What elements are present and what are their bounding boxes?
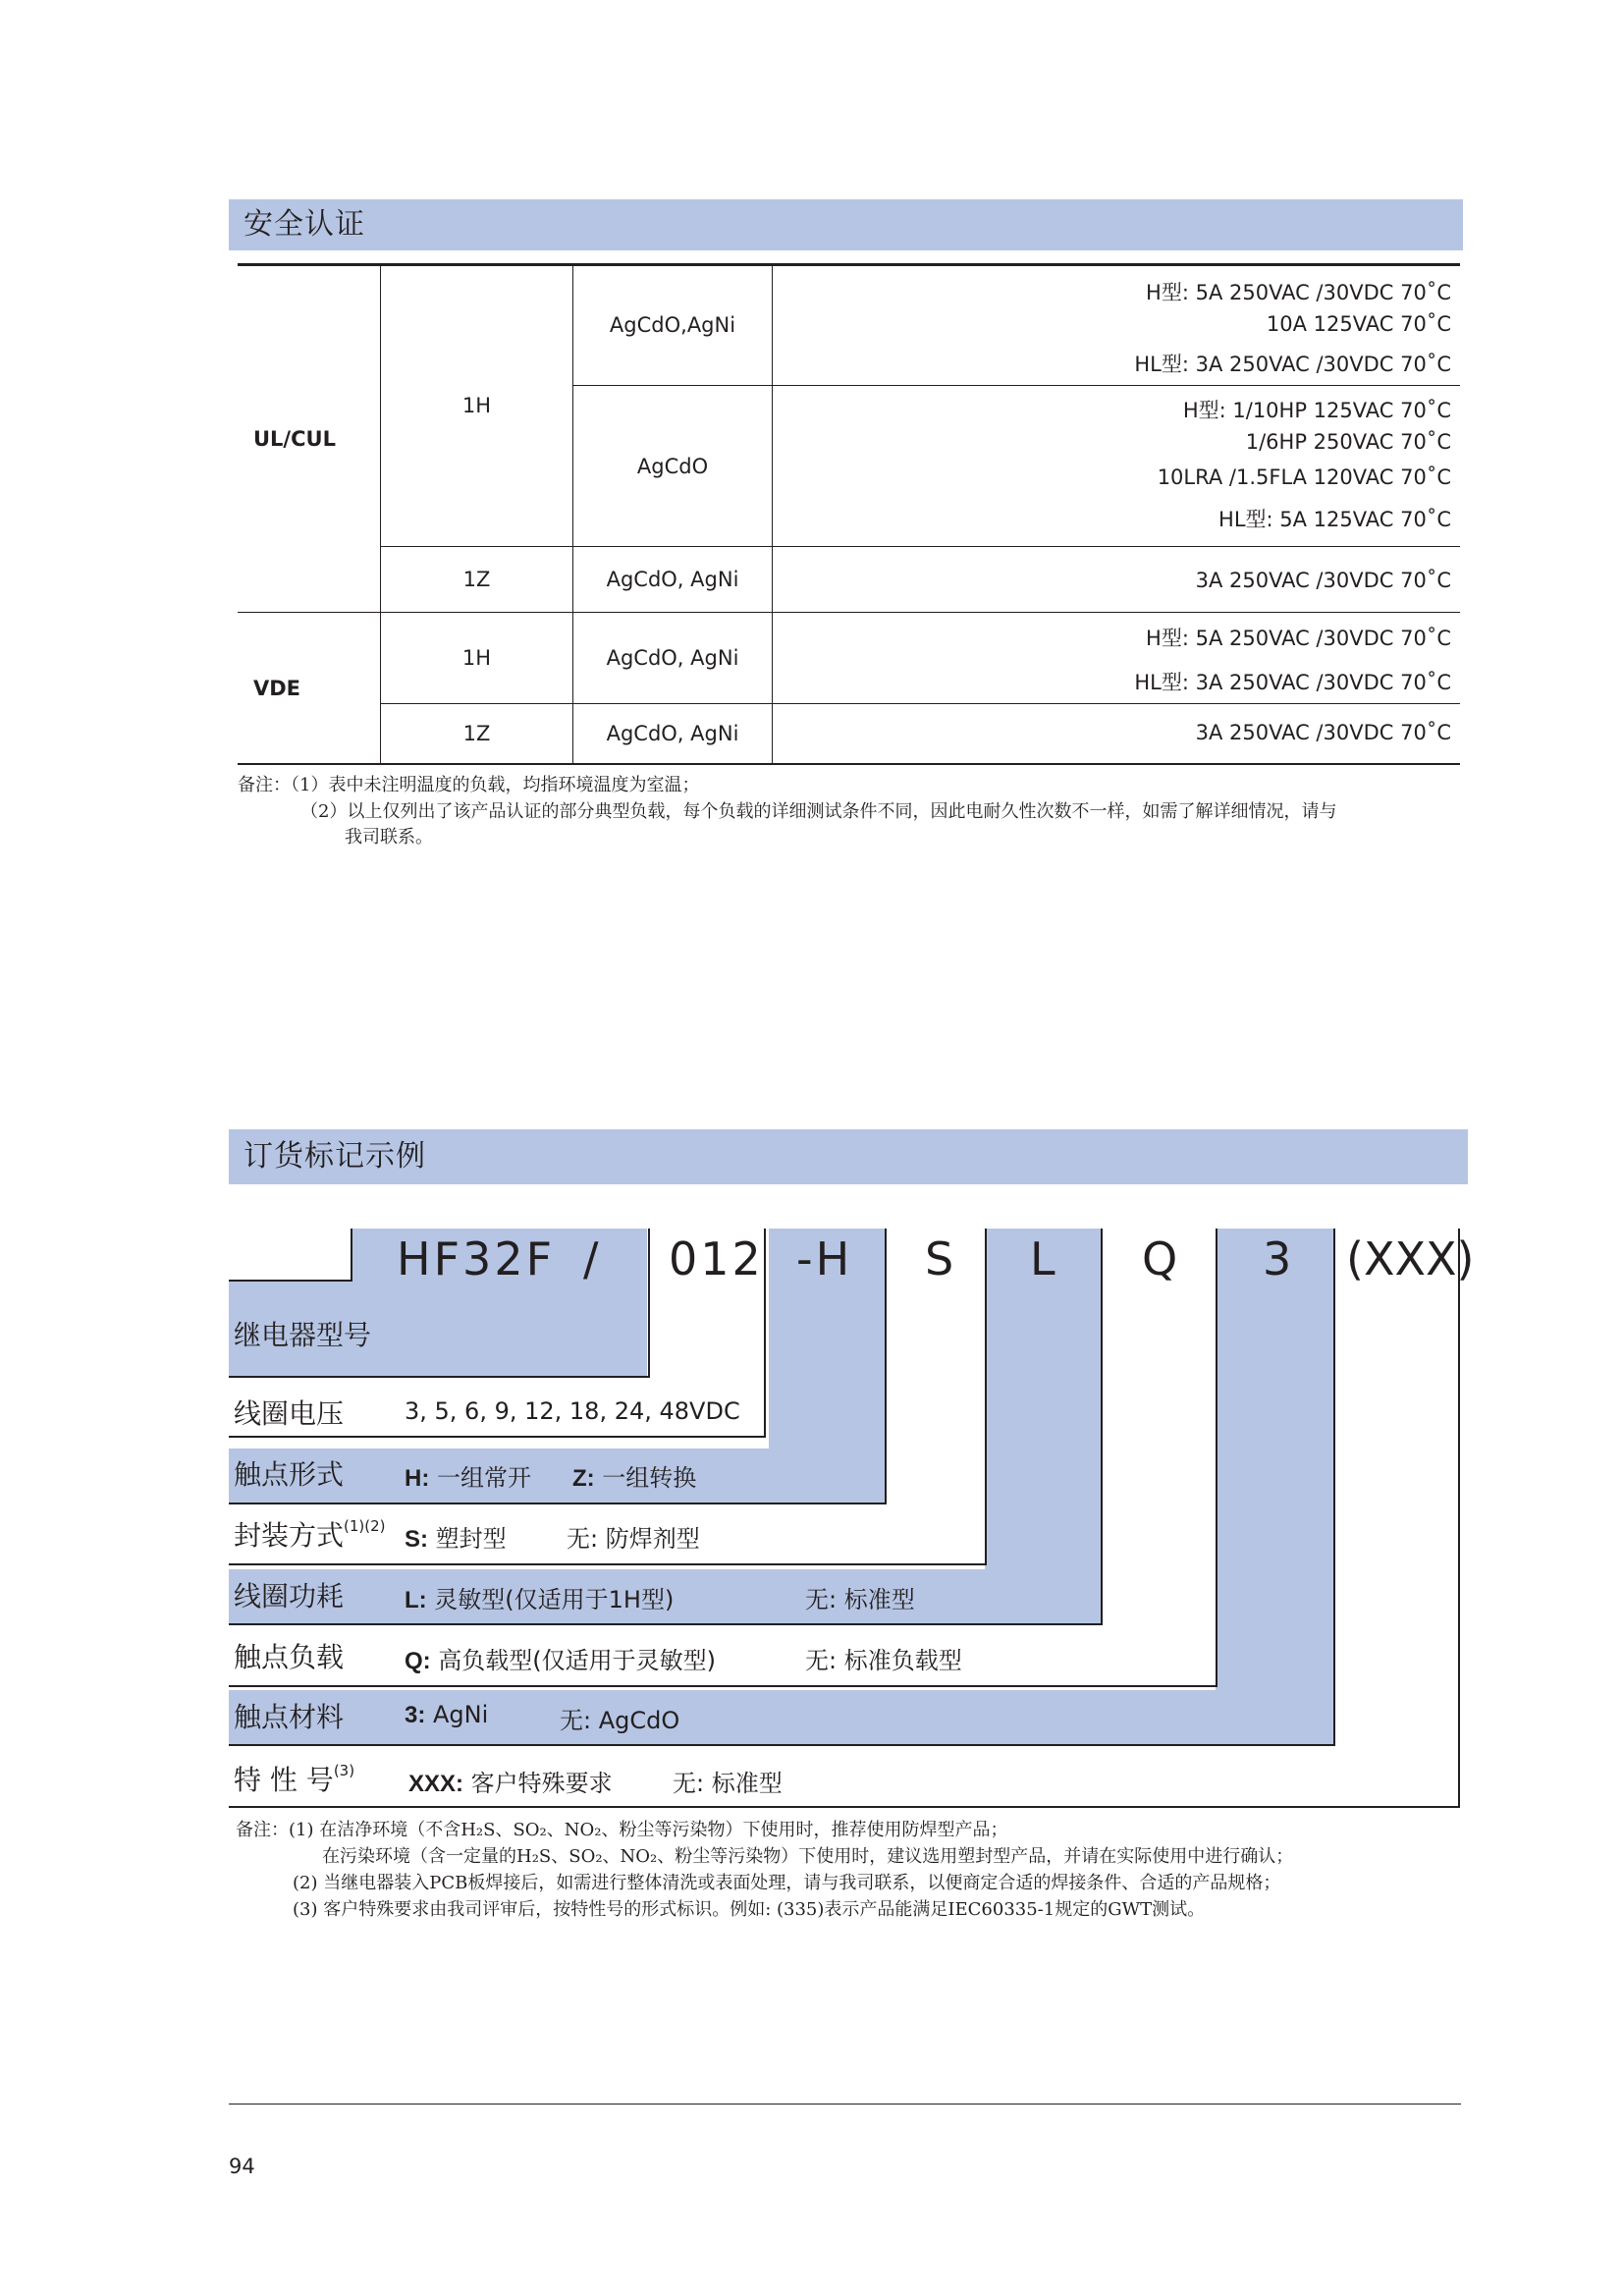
code-slash: / xyxy=(583,1232,602,1285)
contact-material-label: 触点材料 xyxy=(234,1701,345,1733)
voltage-values: 3, 5, 6, 9, 12, 18, 24, 48VDC xyxy=(405,1397,740,1425)
rating-cell xyxy=(776,265,1451,385)
voltage-edge xyxy=(764,1229,766,1438)
coil-edge xyxy=(1101,1229,1103,1625)
contact-material-cell: AgCdO, AgNi xyxy=(606,568,739,591)
ordering-note-line: (2) 当继电器装入PCB板焊接后，如需进行整体清洗或表面处理，请与我司联系，以便商定合适的焊接条件、合适的产品规格； xyxy=(293,1873,1281,1893)
coil-option-l: L: 灵敏型(仅适用于1H型) xyxy=(405,1586,675,1613)
cert-vde: VDE xyxy=(253,676,301,700)
page-number: 94 xyxy=(229,2155,255,2178)
material-edge xyxy=(1333,1229,1335,1746)
seal-label: 封装方式$^{(1)(2)}$ xyxy=(234,1517,386,1552)
special-edge xyxy=(1458,1229,1460,1808)
coil-power-label: 线圈功耗 xyxy=(234,1580,345,1613)
special-option-xxx: XXX: 客户特殊要求 xyxy=(408,1770,613,1797)
rating-line: 3A 250VAC /30VDC 70˚C xyxy=(1195,569,1451,592)
contact-form-cell: 1H xyxy=(461,394,492,417)
code-voltage: 012 xyxy=(669,1232,764,1285)
ordering-section-title: 订货标记示例 xyxy=(229,1129,1468,1184)
load-edge xyxy=(1216,1229,1217,1687)
coil-option-none: 无: 标准型 xyxy=(805,1586,915,1613)
ordering-note-line: (3) 客户特殊要求由我司评审后，按特性号的形式标识。例如: (335)表示产品能满足IEC60335-1规定的GWT测试。 xyxy=(293,1899,1206,1920)
rating-cell xyxy=(776,704,1451,763)
contact-material-cell: AgCdO xyxy=(636,454,709,478)
contact-form-cell: 1Z xyxy=(462,568,491,591)
seal-edge xyxy=(229,1563,987,1565)
code-seal: S xyxy=(925,1232,957,1285)
rating-line: 10LRA /1.5FLA 120VAC 70˚C xyxy=(1157,465,1451,489)
rating-cell xyxy=(776,613,1451,703)
voltage-label: 线圈电压 xyxy=(234,1397,345,1430)
safety-note-line: 备注：（1）表中未注明温度的负载，均指环境温度为室温； xyxy=(238,775,700,795)
rating-line: HL型: 3A 250VAC /30VDC 70˚C xyxy=(1134,353,1451,376)
footer-rule xyxy=(229,2104,1461,2105)
contact-option-h: H: 一组常开 xyxy=(405,1464,531,1492)
voltage-edge xyxy=(229,1436,766,1438)
contact-edge xyxy=(885,1229,887,1504)
rating-line: 1/6HP 250VAC 70˚C xyxy=(1245,430,1451,454)
contact-option-z: Z: 一组转换 xyxy=(572,1464,697,1492)
load-option-q: Q: 高负载型(仅适用于灵敏型) xyxy=(405,1647,717,1674)
load-option-none: 无: 标准负载型 xyxy=(805,1647,962,1674)
model-block-edge xyxy=(648,1229,650,1378)
special-option-none: 无: 标准型 xyxy=(673,1770,783,1797)
table-col-divider xyxy=(772,265,773,764)
seal-option-none: 无: 防焊剂型 xyxy=(567,1525,700,1553)
rating-cell xyxy=(776,547,1451,612)
coil-edge xyxy=(229,1623,1103,1625)
rating-line: 3A 250VAC /30VDC 70˚C xyxy=(1195,721,1451,744)
contact-form-cell: 1Z xyxy=(462,722,491,745)
safety-section-title: 安全认证 xyxy=(229,199,1463,250)
table-bottom-rule xyxy=(238,763,1460,765)
code-special: (XXX) xyxy=(1346,1232,1475,1285)
special-code-label: 特 性 号$^{(3)}$ xyxy=(234,1762,355,1796)
material-row-bg xyxy=(229,1690,1333,1745)
contact-form-label: 触点形式 xyxy=(234,1458,345,1491)
load-edge xyxy=(229,1685,1217,1687)
material-block xyxy=(1216,1229,1333,1745)
code-coil: L xyxy=(1030,1232,1058,1285)
contact-form-cell: 1H xyxy=(461,646,492,670)
seal-edge xyxy=(985,1229,987,1565)
model-block-edge xyxy=(229,1376,650,1378)
contact-material-cell: AgCdO,AgNi xyxy=(609,313,736,337)
code-model: HF32F xyxy=(397,1232,556,1285)
seal-option-s: S: 塑封型 xyxy=(405,1525,507,1553)
code-contact: -H xyxy=(796,1232,853,1285)
code-load: Q xyxy=(1142,1232,1181,1285)
rating-line: 10A 125VAC 70˚C xyxy=(1266,312,1451,336)
model-label: 继电器型号 xyxy=(234,1319,372,1351)
rating-line: H型: 5A 250VAC /30VDC 70˚C xyxy=(1146,627,1451,650)
contact-material-cell: AgCdO, AgNi xyxy=(606,646,739,670)
contact-load-label: 触点负载 xyxy=(234,1641,345,1673)
material-edge xyxy=(229,1744,1335,1746)
ordering-note-line: 在污染环境（含一定量的H₂S、SO₂、NO₂、粉尘等污染物）下使用时，建议选用塑封型产品，并请在实际使用中进行确认； xyxy=(322,1846,1294,1867)
ordering-note-line: 备注：(1) 在洁净环境（不含H₂S、SO₂、NO₂、粉尘等污染物）下使用时，推荐使用防焊型产品； xyxy=(236,1820,1008,1840)
contact-edge xyxy=(229,1503,887,1504)
safety-note-line: （2）以上仅列出了该产品认证的部分典型负载，每个负载的详细测试条件不同，因此电耐久性次数不一样，如需了解详细情况，请与 xyxy=(300,801,1337,822)
safety-note-line: 我司联系。 xyxy=(345,827,433,847)
material-option-none: 无: AgCdO xyxy=(560,1707,680,1734)
code-material: 3 xyxy=(1263,1232,1295,1285)
rating-line: H型: 5A 250VAC /30VDC 70˚C xyxy=(1146,281,1451,304)
rating-line: HL型: 3A 250VAC /30VDC 70˚C xyxy=(1134,671,1451,694)
rating-line: HL型: 5A 125VAC 70˚C xyxy=(1218,508,1451,531)
cert-ul-cul: UL/CUL xyxy=(253,426,336,451)
special-edge xyxy=(229,1806,1460,1808)
coil-power-block xyxy=(985,1229,1101,1624)
rating-cell xyxy=(776,386,1451,546)
material-option-3: 3: AgNi xyxy=(405,1701,489,1728)
rating-line: H型: 1/10HP 125VAC 70˚C xyxy=(1182,399,1451,422)
contact-material-cell: AgCdO, AgNi xyxy=(606,722,739,745)
